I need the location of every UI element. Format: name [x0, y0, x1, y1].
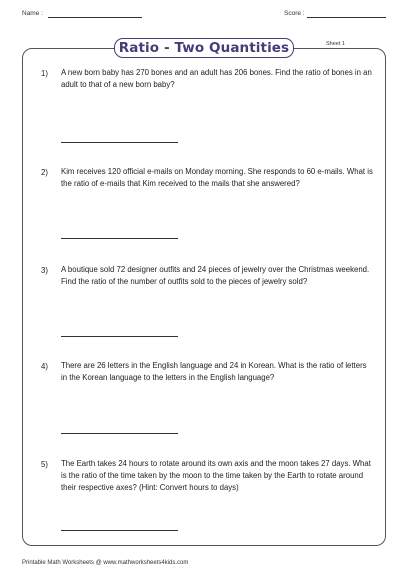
- title-box: [114, 38, 294, 58]
- answer-line: [61, 238, 178, 239]
- answer-line: [61, 433, 178, 434]
- question-text: There are 26 letters in the English language and 24 in Korean. What is the ratio of letters in the Korean language to the letters in the English language?: [61, 361, 367, 382]
- answer-line: [61, 336, 178, 337]
- question-number: 3): [41, 266, 48, 275]
- page-title: Ratio - Two Quantities: [118, 40, 290, 56]
- answer-line: [61, 142, 178, 143]
- question-number: 4): [41, 362, 48, 371]
- footer-credit: Printable Math Worksheets @ www.mathworksheets4kids.com: [22, 560, 189, 566]
- score-line: [307, 17, 386, 18]
- question-number: 2): [41, 168, 48, 177]
- name-line: [48, 17, 142, 18]
- question-number: 5): [41, 460, 48, 469]
- question-number: 1): [41, 69, 48, 78]
- answer-line: [61, 530, 178, 531]
- question-text: A boutique sold 72 designer outfits and 24 pieces of jewelry over the Christmas weekend. Find the ratio of the number of outfits sold to the pieces of jewelry sold?: [61, 265, 370, 286]
- question-text: The Earth takes 24 hours to rotate around its own axis and the moon takes 27 days. What is the ratio of the time taken by the moon to the time taken by the Earth to rotate around their respective axes? (Hint: Convert hours to days): [61, 459, 371, 492]
- score-label: Score :: [284, 10, 305, 17]
- question-text: Kim receives 120 official e-mails on Monday morning. She responds to 60 e-mails. What is the ratio of e-mails that Kim received to the mails that she answered?: [61, 167, 373, 188]
- question-text: A new born baby has 270 bones and an adult has 206 bones. Find the ratio of bones in an adult to that of a new born baby?: [61, 68, 372, 89]
- name-label: Name :: [22, 10, 43, 17]
- sheet-label: Sheet 1: [326, 41, 345, 47]
